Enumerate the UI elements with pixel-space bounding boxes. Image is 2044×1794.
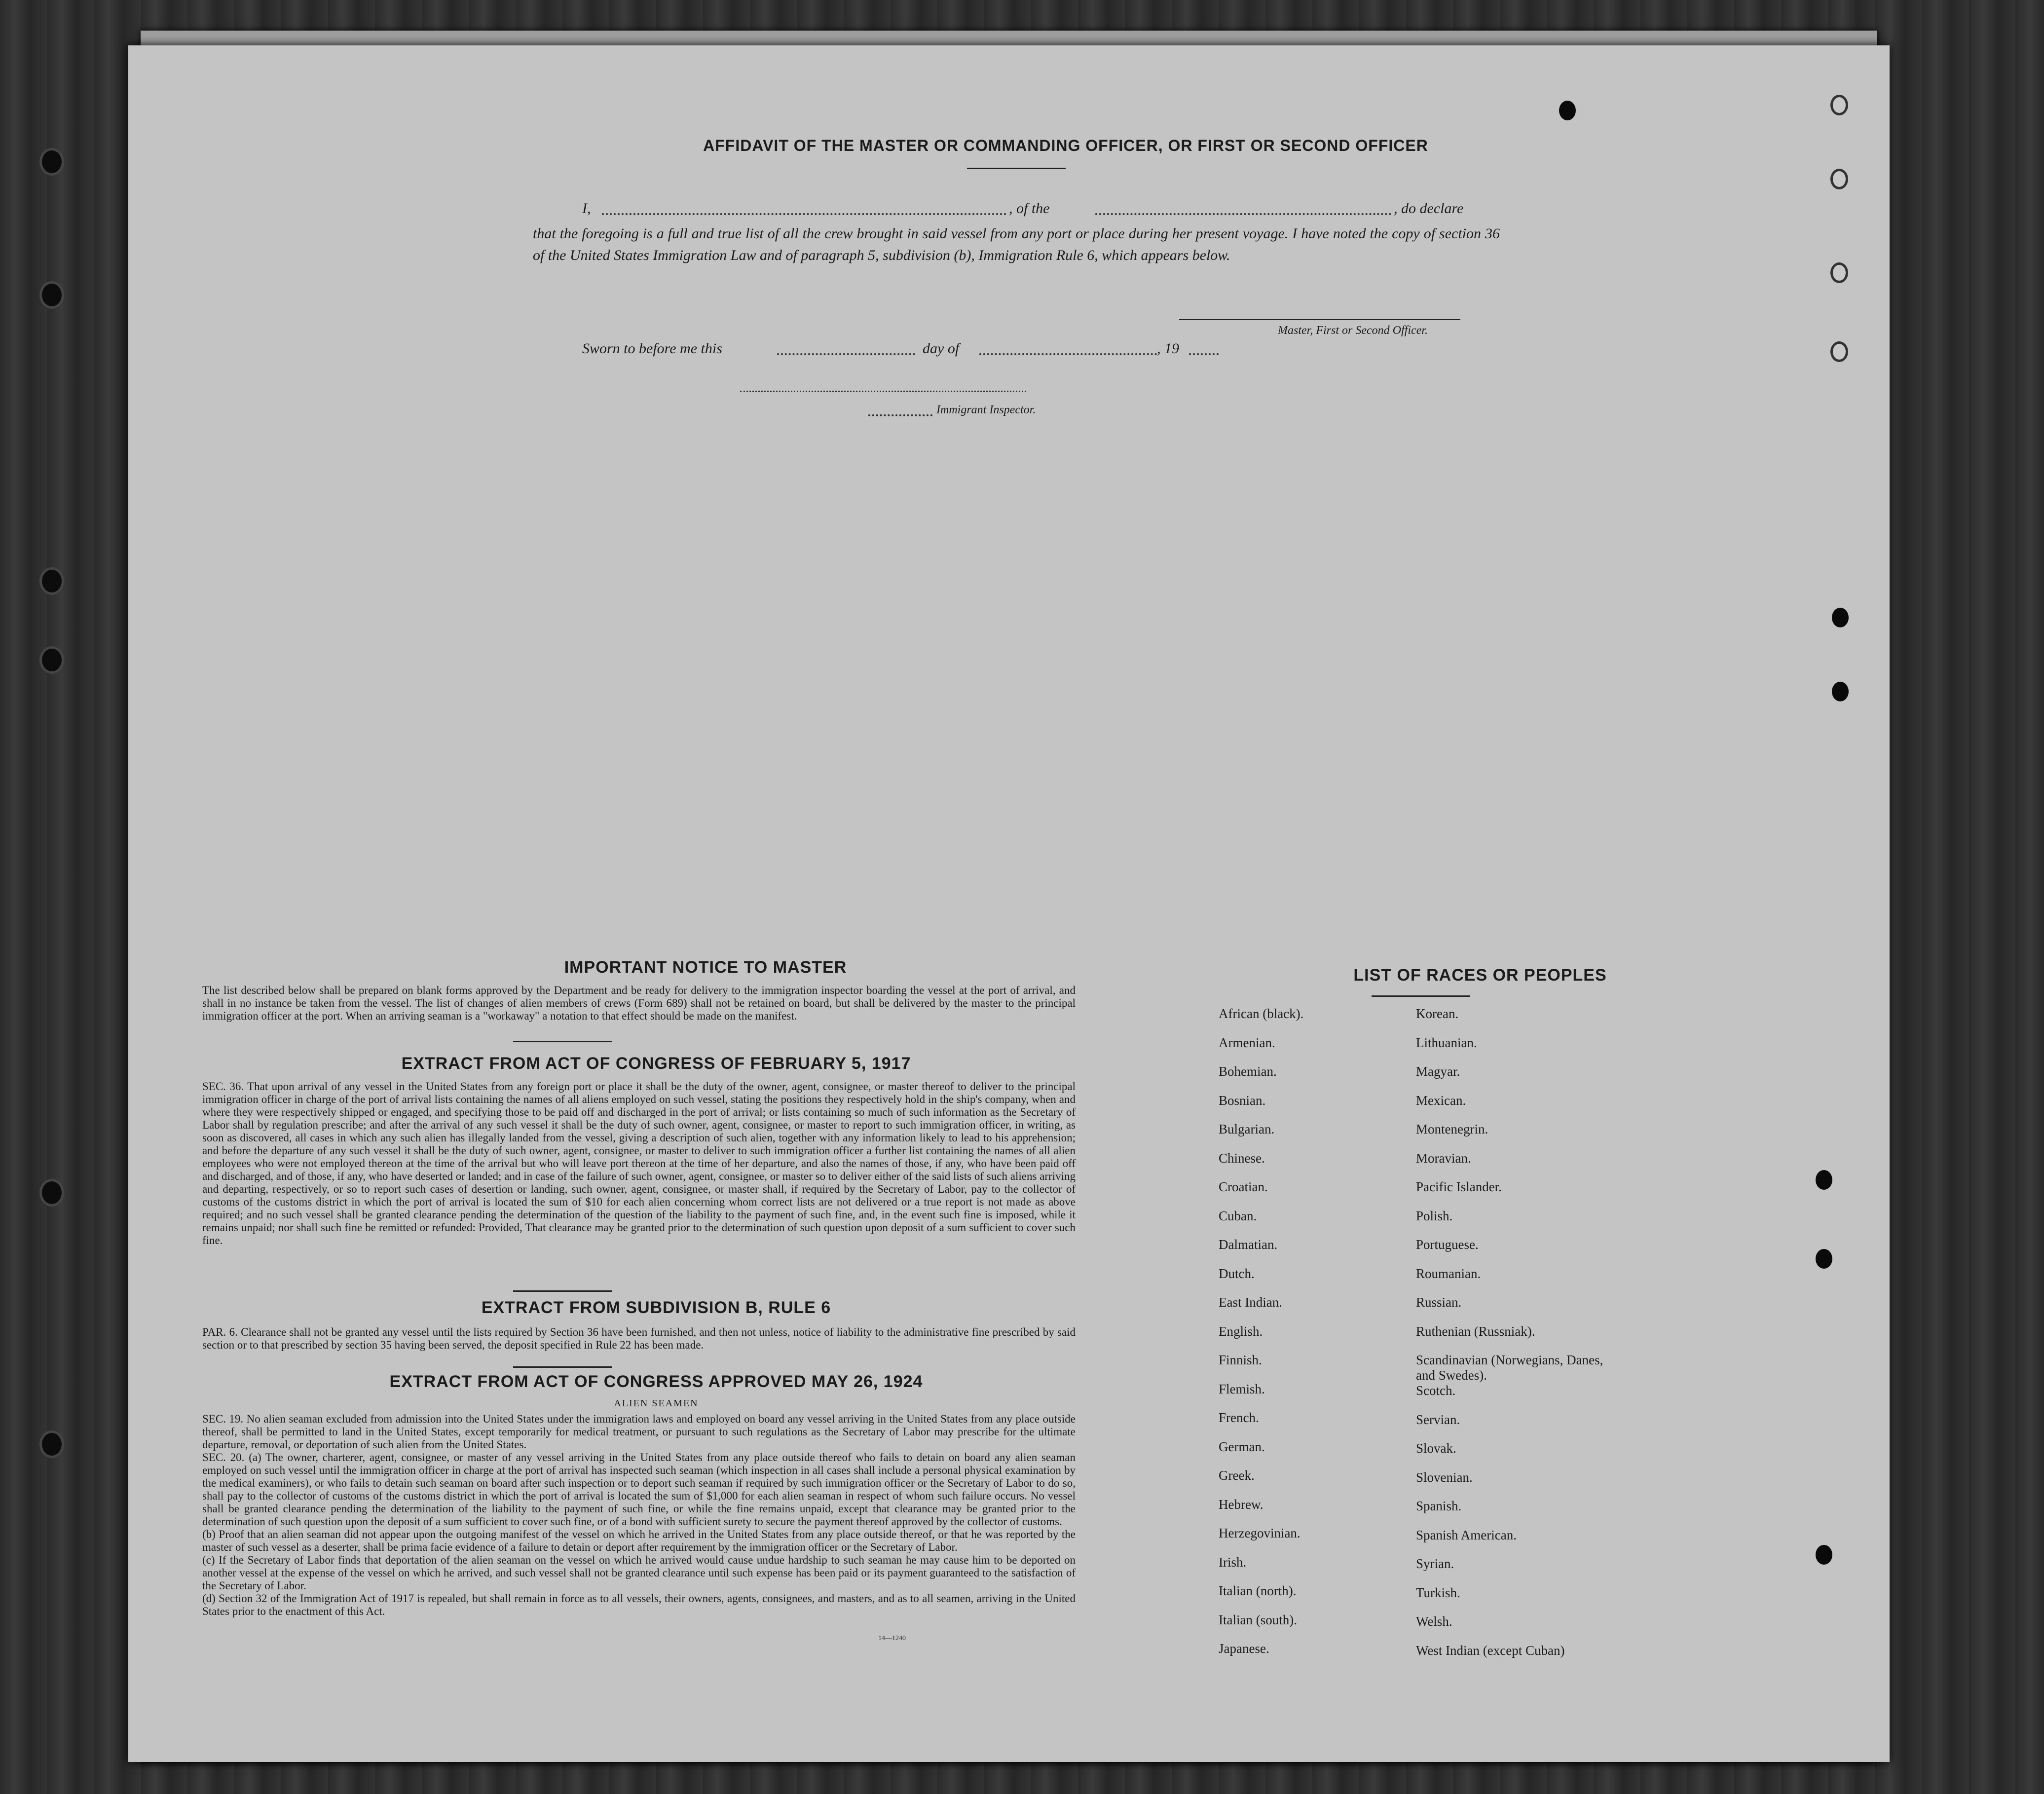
race-item: Finnish. <box>1219 1353 1262 1367</box>
race-item: Japanese. <box>1219 1641 1269 1656</box>
race-item: Montenegrin. <box>1416 1122 1488 1136</box>
race-item: Chinese. <box>1219 1150 1265 1166</box>
punch-hole <box>1830 169 1848 189</box>
race-item: Armenian. <box>1219 1035 1275 1050</box>
master-signature-label: Master, First or Second Officer. <box>1278 324 1428 337</box>
race-item: Spanish. <box>1416 1499 1462 1513</box>
document-page <box>128 45 1890 1762</box>
signature-line <box>1179 319 1460 320</box>
extract-1917-text: SEC. 36. That upon arrival of any vessel in the United States from any foreign port or place it shall be the duty of the owner, agent, consignee, or master thereof to deliver to the principal immigration officer in charge of the port of arrival lists containing the names of all aliens employed on such vessel, stating the positions they respectively hold in the ship's company, when and where they were respectively shipped or engaged, and specifying those to be paid off and discharged in the port of arrival; or lists containing so much of such information as the Secretary of Labor shall by regulation prescribe; and after the arrival of any such vessel it shall be the duty of such owner, agent, consignee, or master to report to such immigration officer, in writing, as soon as discovered, all cases in which any such alien has illegally landed from the vessel, giving a description of such alien, together with any information likely to lead to his apprehension; and before the departure of any such vessel it shall be the duty of such owner, agent, consignee, or master to deliver to such immigration officer a further list containing the names of all alien employees who were not employed thereon at the time of the arrival but who will leave port thereon at the time of her departure, and also the names of those, if any, who have been paid off and discharged, and of those, if any, who have deserted or landed; and in case of the failure of such owner, agent, consignee, or master so to deliver either of the said lists of such aliens arriving and departing, respectively, or so to report such cases of desertion or landing, such owner, agent, consignee, or master shall, if required by the Secretary of Labor, pay to the collector of customs of the customs district in which the port of arrival is located the sum of $10 for each alien concerning whom correct lists are not delivered or a true report is not made as above required; and no such vessel shall be granted clearance pending the determination of the question of the liability to the payment of such fine, and, in the event such fine is imposed, while it remains unpaid; nor shall such fine be remitted or refunded: Provided, That clearance may be granted prior to the determination of such question upon deposit of a sum sufficient to cover such fine. <box>202 1080 1076 1246</box>
binder-ring <box>39 1179 64 1207</box>
race-item: Greek. <box>1219 1468 1255 1483</box>
race-item: Turkish. <box>1416 1585 1460 1600</box>
divider <box>967 168 1066 169</box>
race-item: Roumanian. <box>1416 1266 1481 1281</box>
affidavit-i: I, <box>582 200 591 217</box>
punch-hole <box>1832 608 1849 627</box>
affidavit-title: AFFIDAVIT OF THE MASTER OR COMMANDING OFFICER, OR FIRST OR SECOND OFFICER <box>703 137 1428 154</box>
notice-title: IMPORTANT NOTICE TO MASTER <box>564 958 847 977</box>
race-item: Lithuanian. <box>1416 1035 1477 1050</box>
year-blank <box>1189 353 1219 355</box>
sec-20a: SEC. 20. (a) The owner, charterer, agent, consignee, or master of any vessel arriving in the United States from any place outside thereof who fails to detain on board any alien seaman employed on such vessel until the immigration officer in charge at the port of arrival has inspected such seaman (which inspection in all cases shall include a personal physical examination by the medical examiners), or who fails to detain such seaman on board after such inspection or to deport such seaman if required by such immigration officer or the Secretary of Labor to do so, shall pay to the collector of customs of the customs district in which the port of arrival is located the sum of $1,000 for each alien seaman in respect of whom such failure occurs. No vessel shall be granted clearance pending the determination of the liability to the payment of such fine, or while the fine remains unpaid, except that clearance may be granted prior to the determination of such question upon the deposit of a sum sufficient to cover such fine, or of a bond with sufficient surety to secure the payment thereof approved by the collector of customs. <box>202 1451 1076 1528</box>
race-item: Scotch. <box>1416 1383 1456 1398</box>
divider <box>513 1366 612 1368</box>
year-label: , 19 <box>1157 340 1179 357</box>
alien-seamen-subtitle: ALIEN SEAMEN <box>614 1398 699 1409</box>
extract-1924-text <box>202 1413 1076 1618</box>
divider <box>1372 995 1470 997</box>
affidavit-declare: , do declare <box>1394 200 1464 217</box>
race-item: Italian (south). <box>1219 1612 1297 1627</box>
affidavit-of-the: , of the <box>1009 200 1050 217</box>
extract-rule6-title: EXTRACT FROM SUBDIVISION B, RULE 6 <box>481 1298 831 1317</box>
race-item: Slovak. <box>1416 1441 1456 1456</box>
race-item: Herzegovinian. <box>1219 1526 1301 1540</box>
affidavit-body: that the foregoing is a full and true list of all the crew brought in said vessel from any port or place during her present voyage. I have noted the copy of section 36 of the United States Immigration Law and of paragraph 5, subdivision (b), Immigration Rule 6, which appears below. <box>533 225 1500 263</box>
sec-19: SEC. 19. No alien seaman excluded from admission into the United States under the immigration laws and employed on board any vessel arriving in the United States from any place outside thereof, shall be permitted to land in the United States, except temporarily for medical treatment, or pursuant to such regulations as the Secretary of Labor may prescribe for the ultimate departure, removal, or deportation of such alien from the United States. <box>202 1413 1076 1451</box>
punch-hole <box>1816 1170 1832 1190</box>
race-item: Spanish American. <box>1416 1527 1517 1542</box>
race-item: Flemish. <box>1219 1381 1265 1396</box>
name-blank <box>602 213 1006 215</box>
sec-20c: (c) If the Secretary of Labor finds that deportation of the alien seaman on the vessel on which he arrived would cause undue hardship to such seaman he may cause him to be deported on another vessel at the expense of the vessel on which he arrived, and such vessel shall not be granted clearance until such expense has been paid or its payment guaranteed to the satisfaction of the Secretary of Labor. <box>202 1554 1076 1592</box>
race-item: Ruthenian (Russniak). <box>1416 1323 1535 1339</box>
punch-hole <box>1830 262 1848 283</box>
punch-hole <box>1830 341 1848 362</box>
race-item: Polish. <box>1416 1208 1453 1223</box>
binder-ring <box>39 1430 64 1458</box>
race-item: Russian. <box>1416 1295 1462 1310</box>
punch-hole <box>1816 1249 1832 1269</box>
race-item: Hebrew. <box>1219 1497 1264 1512</box>
binder-ring <box>39 646 64 674</box>
race-item: Bulgarian. <box>1219 1122 1275 1136</box>
race-item: Croatian. <box>1219 1179 1268 1194</box>
race-item: Servian. <box>1416 1412 1460 1427</box>
race-item: Slovenian. <box>1416 1469 1473 1485</box>
race-item: Welsh. <box>1416 1614 1452 1629</box>
inspector-label: Immigrant Inspector. <box>936 403 1036 416</box>
race-item: Scandinavian (Norwegians, Danes, and Swedes). <box>1416 1353 1603 1383</box>
race-item: African (black). <box>1219 1006 1304 1021</box>
race-item: Pacific Islander. <box>1416 1179 1502 1194</box>
race-item: Korean. <box>1416 1006 1459 1021</box>
extract-1924-title: EXTRACT FROM ACT OF CONGRESS APPROVED MAY 26, 1924 <box>389 1372 923 1391</box>
binder-ring <box>39 567 64 595</box>
punch-hole <box>1559 101 1576 120</box>
divider <box>513 1041 612 1042</box>
race-item: Dutch. <box>1219 1266 1255 1281</box>
day-blank <box>777 353 915 355</box>
sec-20b: (b) Proof that an alien seaman did not appear upon the outgoing manifest of the vessel on which he arrived in the United States from any place outside thereof, or that he was reported by the master of such vessel as a deserter, shall be prima facie evidence of a failure to detain or deport after requirement by the immigration officer or the Secretary of Labor. <box>202 1528 1076 1553</box>
punch-hole <box>1830 95 1848 115</box>
race-item: Bohemian. <box>1219 1064 1277 1079</box>
races-left-table <box>1219 1006 1303 1670</box>
binder-ring <box>39 281 64 309</box>
race-item: Bosnian. <box>1219 1093 1266 1108</box>
form-number: 14—1240 <box>878 1635 906 1642</box>
race-item: French. <box>1219 1410 1259 1425</box>
day-of-label: day of <box>923 340 960 357</box>
sec-20d: (d) Section 32 of the Immigration Act of 1917 is repealed, but shall remain in force as to all vessels, their owners, agents, consignees, and masters, and as to all seamen, arriving in the United States prior to the enactment of this Act. <box>202 1592 1076 1617</box>
race-item: Magyar. <box>1416 1064 1460 1079</box>
race-item: Moravian. <box>1416 1150 1471 1166</box>
race-item: West Indian (except Cuban) <box>1416 1643 1565 1658</box>
races-title: LIST OF RACES OR PEOPLES <box>1353 966 1607 985</box>
races-right-table <box>1416 1006 1623 1672</box>
vessel-blank <box>1095 213 1391 215</box>
race-item: Cuban. <box>1219 1208 1257 1223</box>
notice-text: The list described below shall be prepared on blank forms approved by the Department and be ready for delivery to the immigration inspector boarding the vessel at the port of arrival, and shall in no instance be taken from the vessel. The list of changes of alien members of crews (Form 689) shall not be retained on board, but shall be delivered by the master to the principal immigration officer at the port. When an arriving seaman is a "workaway" a notation to that effect should be made on the manifest. <box>202 984 1076 1022</box>
month-blank <box>979 353 1157 355</box>
race-item: Syrian. <box>1416 1556 1454 1571</box>
divider <box>513 1290 612 1292</box>
race-item: German. <box>1219 1439 1265 1454</box>
races-left-column <box>1219 1006 1416 1670</box>
race-item: East Indian. <box>1219 1295 1282 1310</box>
extract-1917-title: EXTRACT FROM ACT OF CONGRESS OF FEBRUARY 5, 1917 <box>401 1054 911 1073</box>
race-item: Portuguese. <box>1416 1237 1479 1252</box>
races-right-column <box>1416 1006 1623 1672</box>
race-item: Dalmatian. <box>1219 1237 1278 1252</box>
race-item: English. <box>1219 1323 1263 1339</box>
punch-hole <box>1816 1545 1832 1565</box>
binder-ring <box>39 148 64 176</box>
sworn-label: Sworn to before me this <box>582 340 722 357</box>
inspector-signature-line <box>740 391 1026 392</box>
punch-hole <box>1832 682 1849 701</box>
race-item: Mexican. <box>1416 1093 1466 1108</box>
race-item: Italian (north). <box>1219 1583 1297 1598</box>
inspector-dots <box>868 414 932 416</box>
race-item: Irish. <box>1219 1554 1247 1570</box>
extract-rule6-text: PAR. 6. Clearance shall not be granted any vessel until the lists required by Section 36 have been furnished, and then not unless, notice of liability to the administrative fine prescribed by said section or to that prescribed by section 35 having been served, the deposit specified in Rule 22 has been made. <box>202 1326 1076 1351</box>
